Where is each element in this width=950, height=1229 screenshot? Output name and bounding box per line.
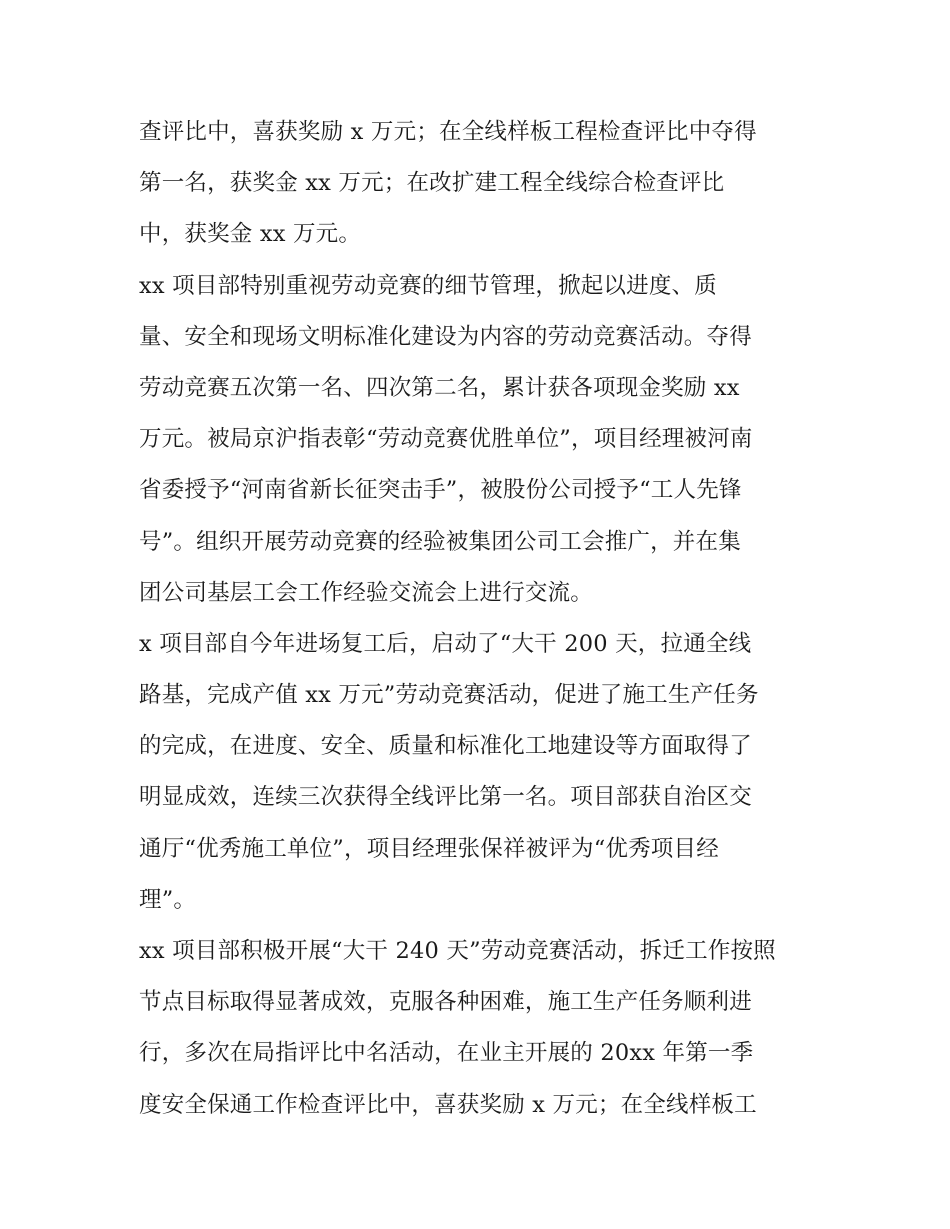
text-line: xx 项目部特别重视劳动竞赛的细节管理，掀起以进度、质 [139,272,717,299]
text-line: 团公司基层工会工作经验交流会上进行交流。 [139,579,594,606]
text-line: 劳动竞赛五次第一名、四次第二名，累计获各项现金奖励 xx [139,374,740,401]
text-line: 查评比中，喜获奖励 x 万元；在全线样板工程检查评比中夺得 [139,119,757,145]
text-line: 度安全保通工作检查评比中，喜获奖励 x 万元；在全线样板工 [139,1091,757,1118]
text-line: 省委授予“河南省新长征突击手”，被股份公司授予“工人先锋 [139,477,742,504]
text-line: xx 项目部积极开展“大干 240 天”劳动竞赛活动，拆迁工作按照 [139,938,776,964]
text-line: 节点目标取得显著成效，克服各种困难，施工生产任务顺利进 [139,989,752,1016]
text-line: 路基，完成产值 xx 万元”劳动竞赛活动，促进了施工生产任务 [139,682,759,709]
text-line: 中，获奖金 xx 万元。 [139,221,362,248]
text-line: 理”。 [139,886,197,913]
text-line: 明显成效，连续三次获得全线评比第一名。项目部获自治区交 [139,784,752,811]
text-line: 万元。被局京沪指表彰“劳动竞赛优胜单位”，项目经理被河南 [139,426,753,453]
body-text [139,107,819,1131]
text-line: 第一名，获奖金 xx 万元；在改扩建工程全线综合检查评比 [139,170,725,197]
text-line: 量、安全和现场文明标准化建设为内容的劳动竞赛活动。夺得 [139,323,752,350]
text-line: 行，多次在局指评比中名活动，在业主开展的 20xx 年第一季 [139,1040,754,1067]
text-line: 的完成，在进度、安全、质量和标准化工地建设等方面取得了 [139,733,752,760]
text-line: 号”。组织开展劳动竞赛的经验被集团公司工会推广，并在集 [139,528,741,555]
text-line: 通厅“优秀施工单位”，项目经理张保祥被评为“优秀项目经 [139,835,719,862]
text-line: x 项目部自今年进场复工后，启动了“大干 200 天，拉通全线 [139,630,752,657]
